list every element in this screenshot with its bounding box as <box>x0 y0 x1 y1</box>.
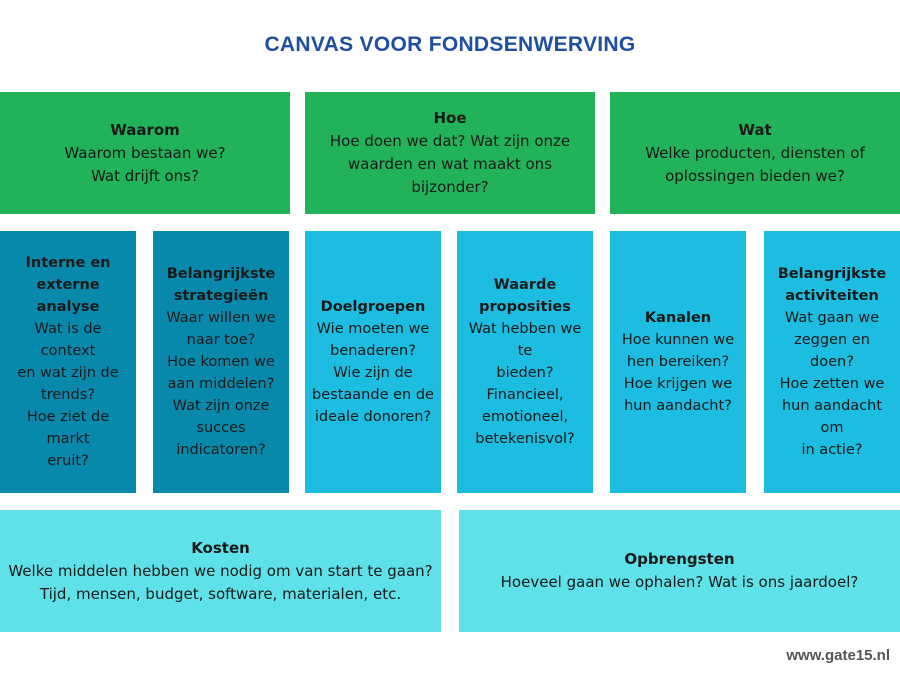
block-kanalen <box>610 231 746 493</box>
block-heading: Waarde proposities <box>479 277 571 315</box>
block-kosten <box>0 510 441 632</box>
block-belangrijkste-activiteiten <box>764 231 900 493</box>
block-text: Welke producten, diensten of oplossingen bieden we? <box>645 143 865 185</box>
block-text: Hoeveel gaan we ophalen? Wat is ons jaardoel? <box>500 573 859 591</box>
block-waarom <box>0 92 290 214</box>
canvas-title: CANVAS VOOR FONDSENWERVING <box>264 33 636 56</box>
block-text: Wat is de context en wat zijn de trends? Hoe ziet de markt eruit? <box>17 321 119 469</box>
footer-website: www.gate15.nl <box>786 647 890 664</box>
block-heading: Belangrijkste activiteiten <box>777 266 887 304</box>
block-doelgroepen <box>305 231 441 493</box>
block-text: Wat gaan we zeggen en doen? Hoe zetten we hun aandacht om in actie? <box>779 310 885 458</box>
block-heading: Doelgroepen <box>320 299 426 315</box>
block-heading: Wat <box>738 120 772 139</box>
block-text: Hoe kunnen we hen bereiken? Hoe krijgen we hun aandacht? <box>621 332 735 414</box>
block-belangrijkste-strategieen <box>153 231 289 493</box>
block-heading: Kosten <box>191 538 250 557</box>
block-text: Waarom bestaan we? Wat drijft ons? <box>64 143 226 185</box>
block-heading: Kanalen <box>644 310 712 326</box>
block-heading: Interne en externe analyse <box>25 255 111 315</box>
block-heading: Opbrengsten <box>624 550 735 568</box>
block-heading: Hoe <box>433 109 467 127</box>
block-opbrengsten <box>459 510 900 632</box>
block-text: Welke middelen hebben we nodig om van start te gaan? Tijd, mensen, budget, software, materialen, etc. <box>8 561 433 603</box>
block-text: Wie moeten we benaderen? Wie zijn de bestaande en de ideale donoren? <box>312 321 434 425</box>
block-interne-externe-analyse <box>0 231 136 493</box>
block-waarde-proposities <box>457 231 593 493</box>
block-heading: Waarom <box>110 120 180 139</box>
block-text: Wat hebben we te bieden? Financieel, emotioneel, betekenisvol? <box>468 321 582 447</box>
block-heading: Belangrijkste strategieën <box>166 266 276 304</box>
block-hoe <box>305 92 595 214</box>
block-text: Hoe doen we dat? Wat zijn onze waarden en wat maakt ons bijzonder? <box>329 132 571 196</box>
block-wat <box>610 92 900 214</box>
block-text: Waar willen we naar toe? Hoe komen we aan middelen? Wat zijn onze succes indicatoren? <box>166 310 276 458</box>
